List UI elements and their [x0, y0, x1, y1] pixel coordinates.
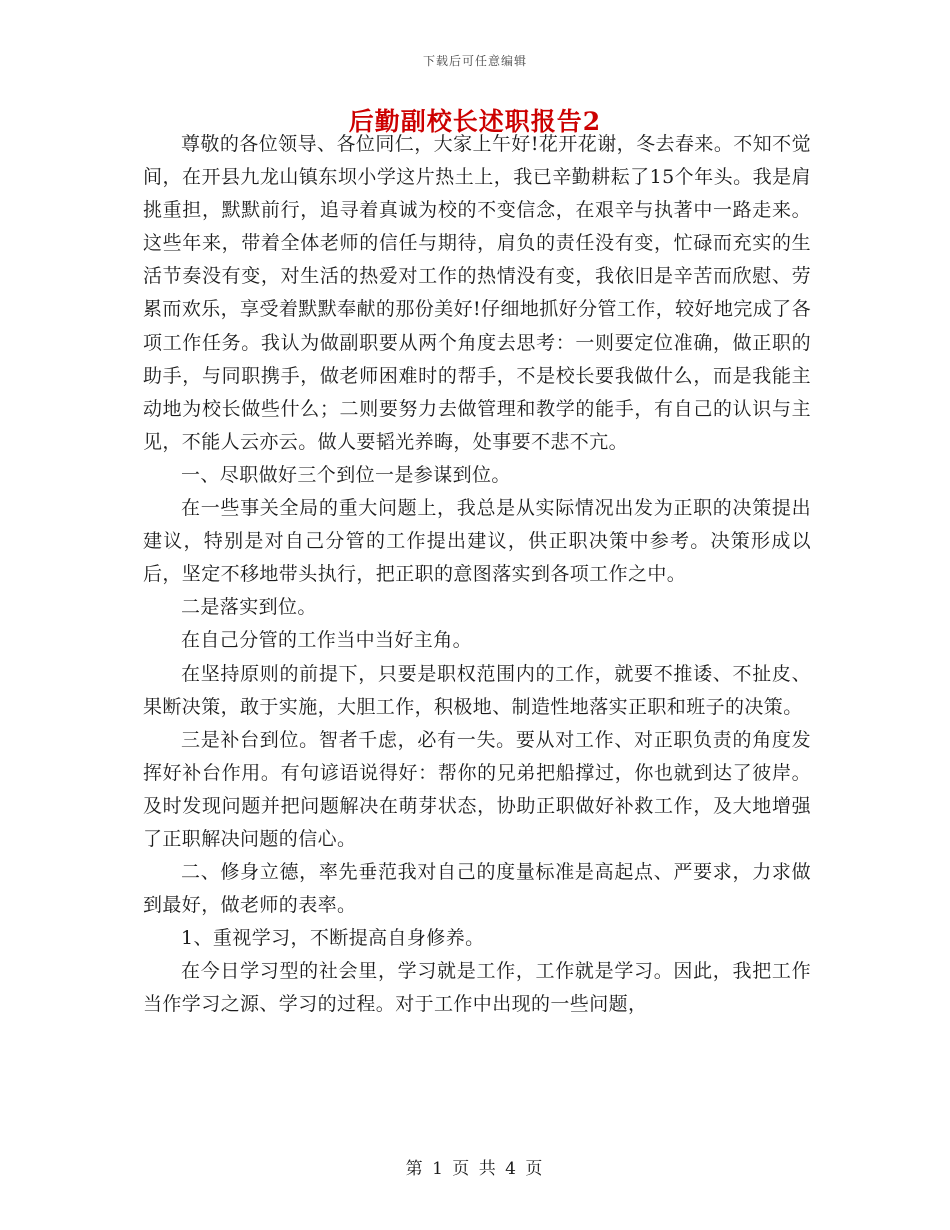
paragraph: 在自己分管的工作当中当好主角。: [181, 629, 473, 652]
page-header-note: 下载后可任意编辑: [422, 54, 527, 68]
paragraph: 一、尽职做好三个到位一是参谋到位。: [181, 463, 511, 486]
paragraph: 在坚持原则的前提下，只要是职权范围内的工作，就要不推诿、不扯皮、果断决策，敢于实施，大胆工作，积极地、制造性地落实正职和班子的决策。: [143, 662, 811, 718]
page-number-footer: 第 1 页 共 4 页: [405, 1159, 545, 1179]
paragraph: 1、重视学习，不断提高自身修养。: [181, 927, 485, 950]
document-body: [143, 128, 811, 1022]
paragraph: 二、修身立德，率先垂范我对自己的度量标准是高起点、严要求，力求做到最好，做老师的表率。: [143, 861, 811, 917]
paragraph: 尊敬的各位领导、各位同仁，大家上午好!花开花谢，冬去春来。不知不觉间，在开县九龙山镇东坝小学这片热土上，我已辛勤耕耘了15个年头。我是肩挑重担，默默前行，追寻着真诚为校的不变信念，在艰辛与执著中一路走来。这些年来，带着全体老师的信任与期待，肩负的责任没有变，忙碌而充实的生活节奏没有变，对生活的热爱对工作的热情没有变，我依旧是辛苦而欣慰、劳累而欢乐，享受着默默奉献的那份美好!仔细地抓好分管工作，较好地完成了各项工作任务。我认为做副职要从两个角度去思考：一则要定位准确，做正职的助手，与同职携手，做老师困难时的帮手，不是校长要我做什么，而是我能主动地为校长做些什么；二则要努力去做管理和教学的能手，有自己的认识与主见，不能人云亦云。做人要韬光养晦，处事要不悲不亢。: [143, 133, 811, 453]
paragraph: 二是落实到位。: [181, 596, 317, 619]
paragraph: 三是补台到位。智者千虑，必有一失。要从对工作、对正职负责的角度发挥好补台作用。有句谚语说得好：帮你的兄弟把船撑过，你也就到达了彼岸。及时发现问题并把问题解决在萌芽状态，协助正职做好补救工作，及大地增强了正职解决问题的信心。: [143, 728, 811, 850]
paragraph: 在今日学习型的社会里，学习就是工作，工作就是学习。因此，我把工作当作学习之源、学习的过程。对于工作中出现的一些问题，: [143, 960, 811, 1016]
paragraph: 在一些事关全局的重大问题上，我总是从实际情况出发为正职的决策提出建议，特别是对自己分管的工作提出建议，供正职决策中参考。决策形成以后，坚定不移地带头执行，把正职的意图落实到各项工作之中。: [143, 497, 811, 586]
document-title: 后勤副校长述职报告2: [348, 107, 602, 136]
